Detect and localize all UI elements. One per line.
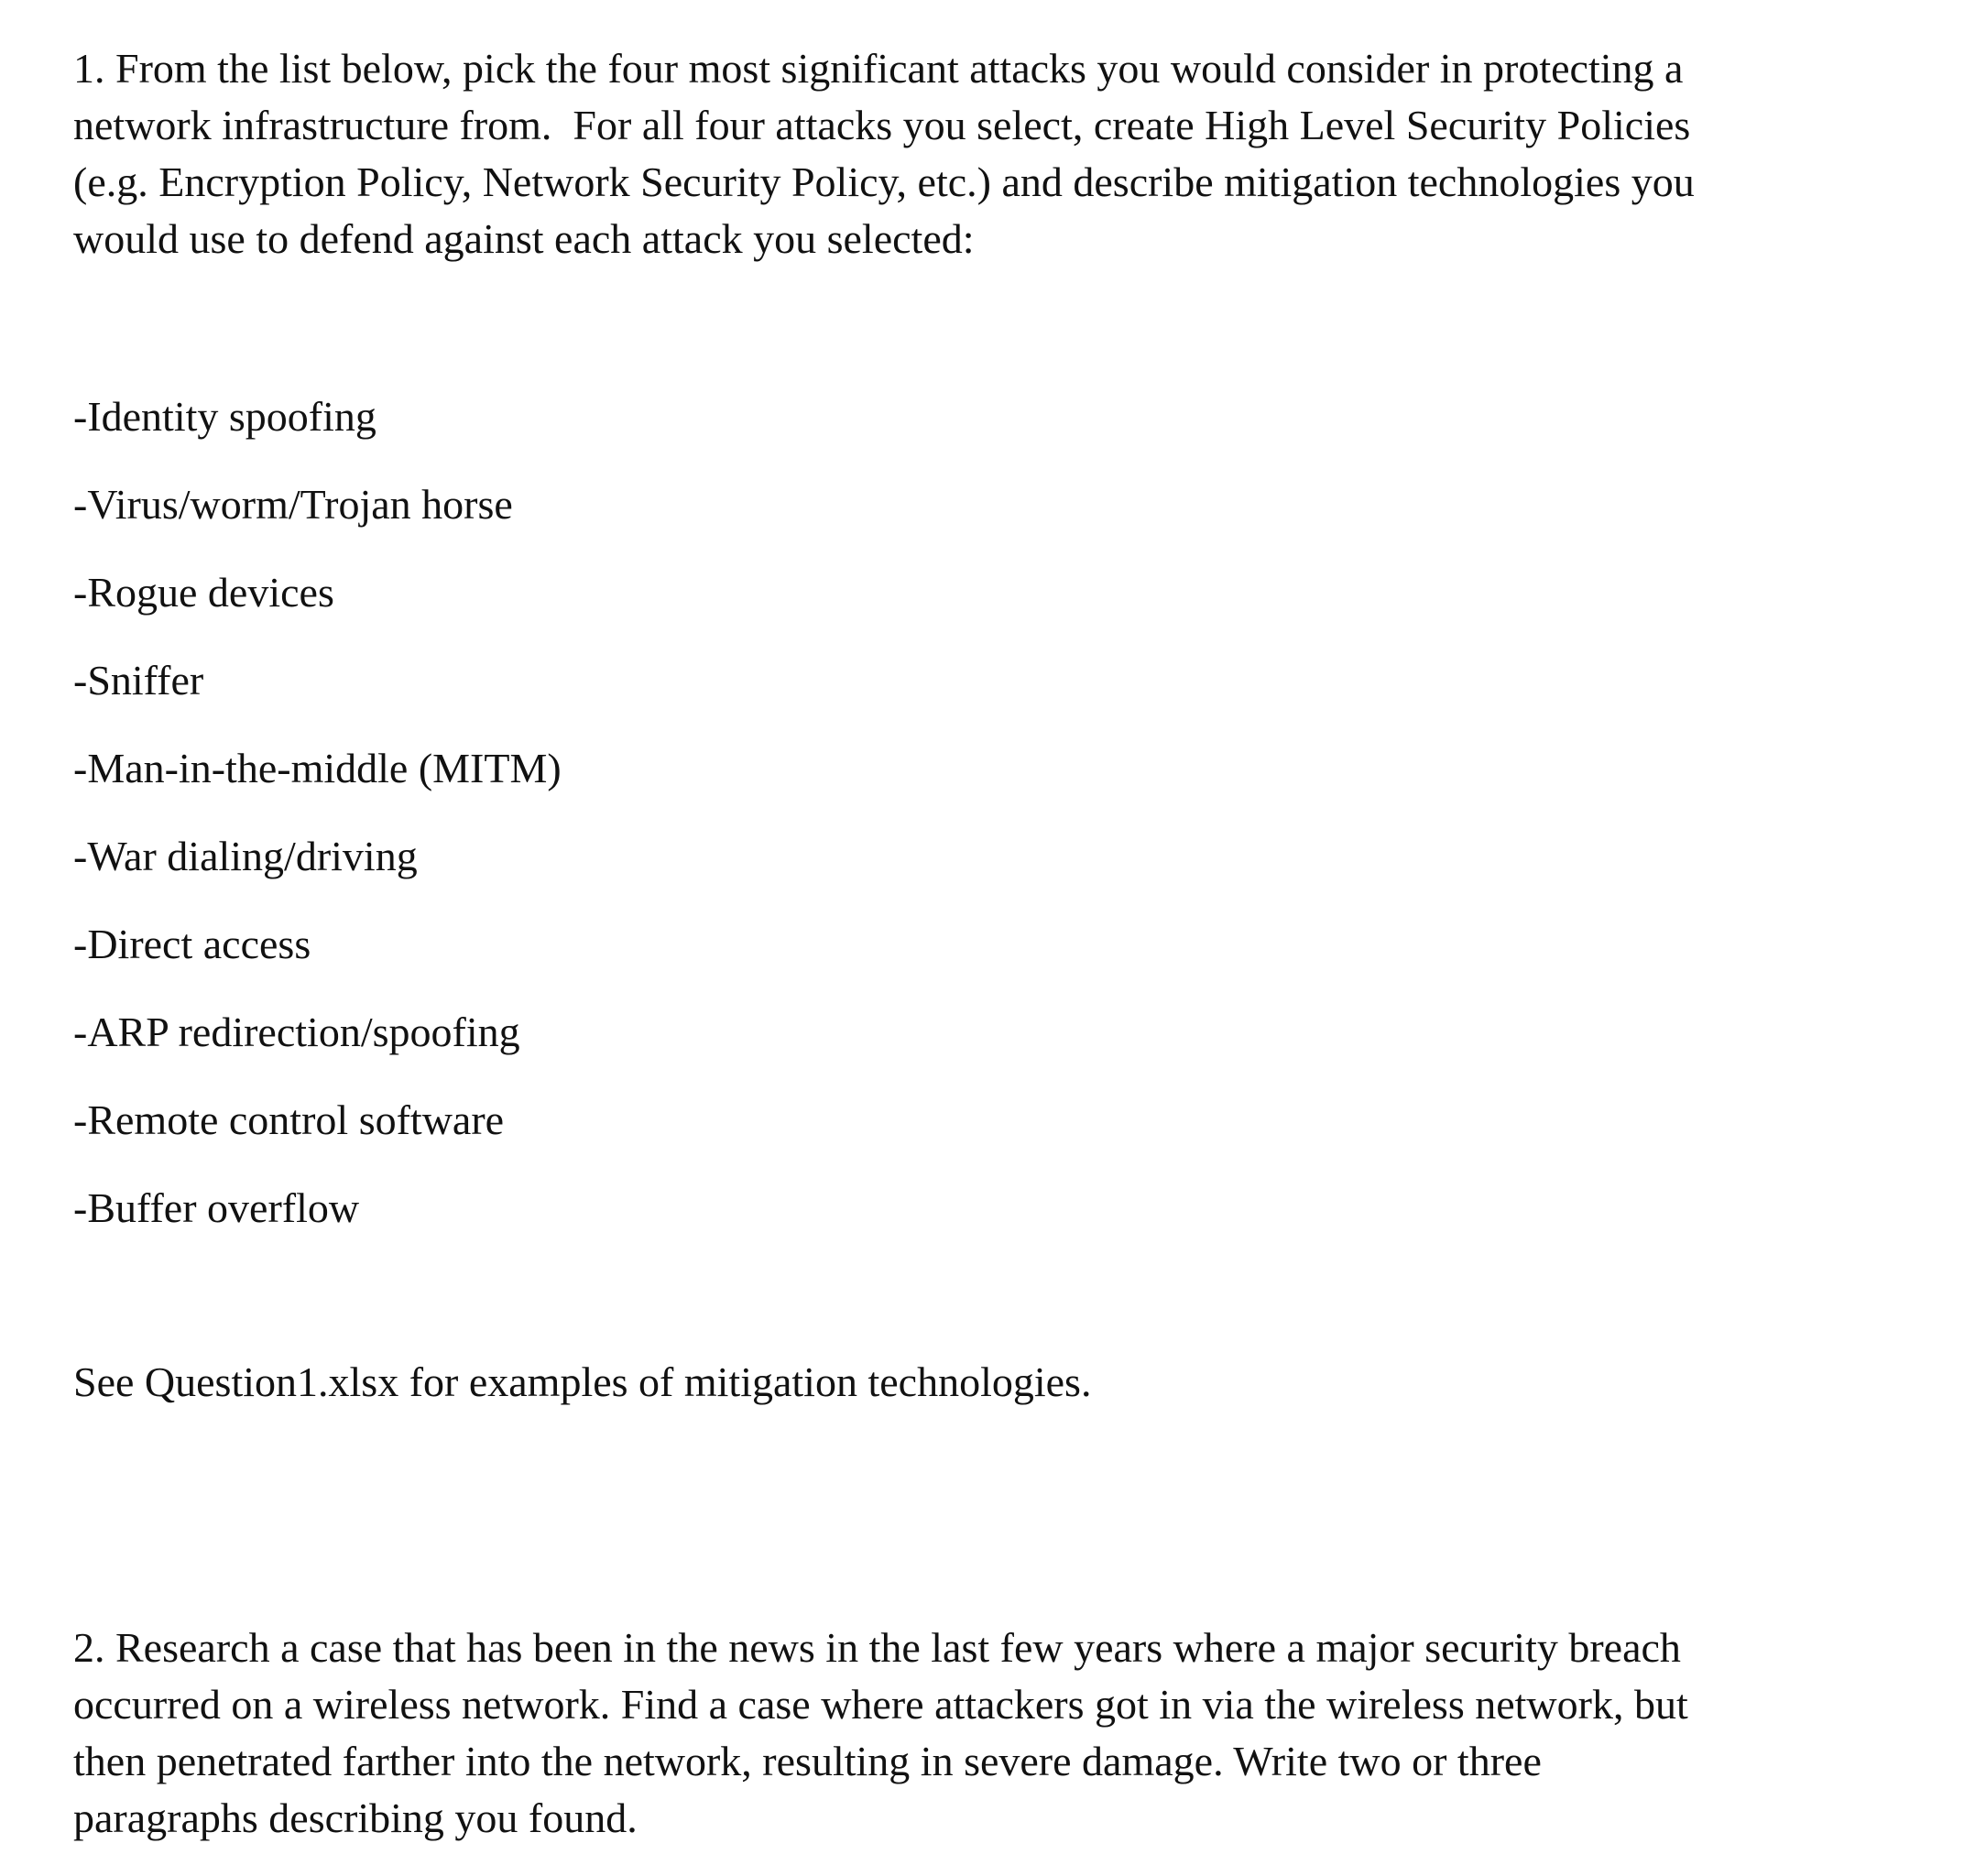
question-1-line: 1. From the list below, pick the four most significant attacks you would consider in protecting a — [73, 45, 1684, 92]
attack-item: -Remote control software — [73, 1096, 505, 1143]
question-2-line: paragraphs describing you found. — [73, 1794, 638, 1841]
mitigation-note: See Question1.xlsx for examples of mitigation technologies. — [73, 1358, 1092, 1405]
question-2-line: occurred on a wireless network. Find a case where attackers got in via the wireless network, but — [73, 1681, 1688, 1728]
attack-item: -Virus/worm/Trojan horse — [73, 481, 513, 528]
attack-item: -ARP redirection/spoofing — [73, 1009, 520, 1055]
question-1-line: network infrastructure from. For all four attacks you select, create High Level Security Policies — [73, 102, 1691, 148]
attack-item: -War dialing/driving — [73, 833, 418, 879]
question-2-line: 2. Research a case that has been in the news in the last few years where a major security breach — [73, 1624, 1681, 1671]
attack-list — [73, 388, 562, 1268]
question-2-line: then penetrated farther into the network, resulting in severe damage. Write two or three — [73, 1738, 1542, 1784]
attack-item: -Direct access — [73, 921, 311, 967]
question-1-line: would use to defend against each attack you selected: — [73, 215, 975, 262]
attack-item: -Rogue devices — [73, 569, 334, 616]
attack-item: -Sniffer — [73, 657, 204, 704]
question-1-line: (e.g. Encryption Policy, Network Security Policy, etc.) and describe mitigation technologies you — [73, 158, 1695, 205]
attack-item: -Man-in-the-middle (MITM) — [73, 745, 562, 791]
question-2-text — [73, 1620, 1896, 1847]
attack-item: -Identity spoofing — [73, 393, 376, 440]
attack-item: -Buffer overflow — [73, 1184, 360, 1231]
question-1-text — [73, 40, 1896, 267]
